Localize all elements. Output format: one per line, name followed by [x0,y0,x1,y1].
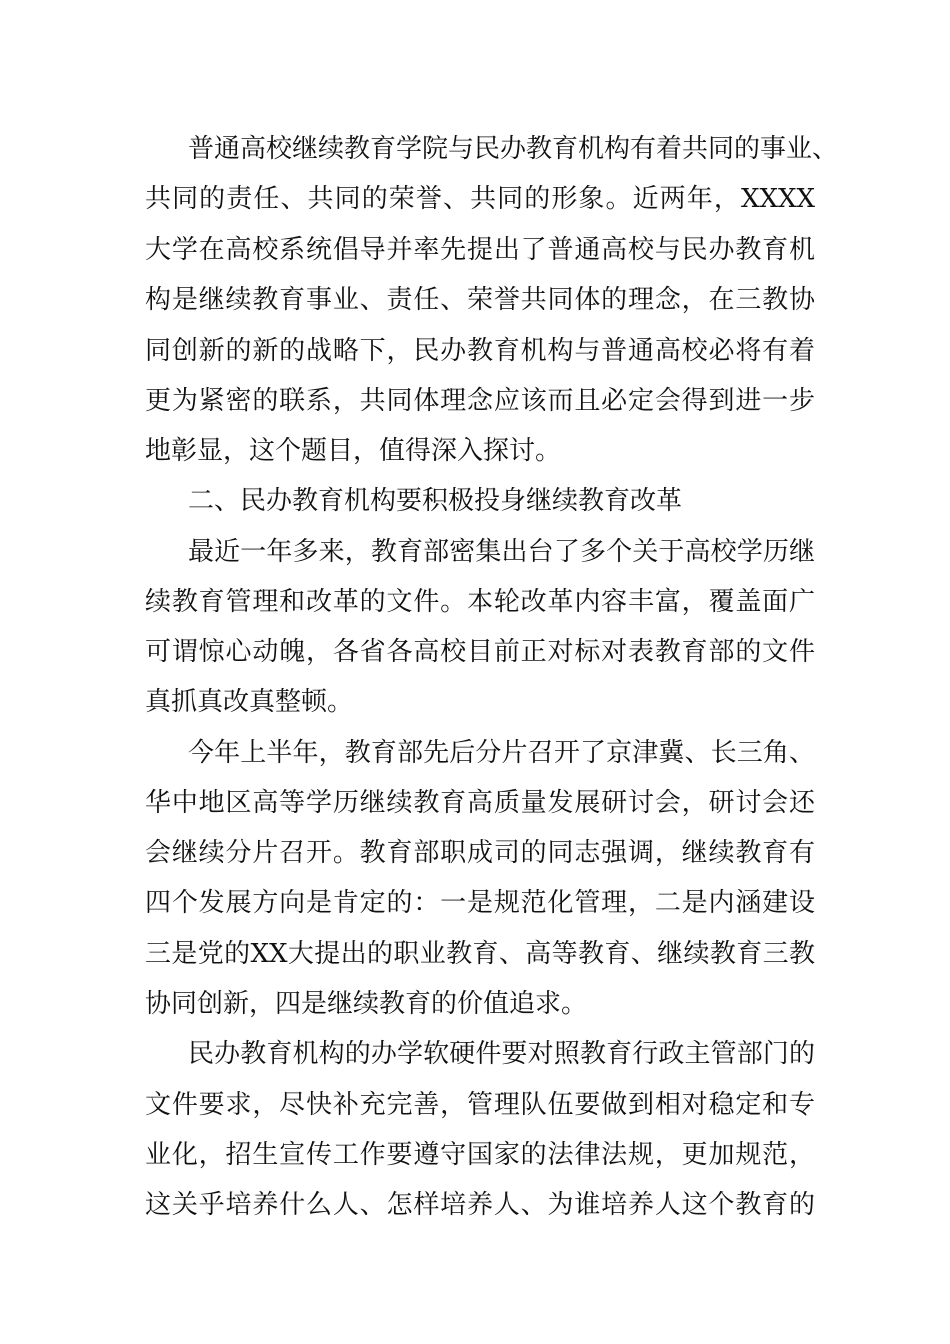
paragraph-2-line-4: 真抓真改真整顿。 [145,687,354,717]
paragraph-1-line-2: 共同的责任、共同的荣誉、共同的形象。近两年，XXXX [145,184,815,214]
paragraph-1-line-5: 同创新的新的战略下，民办教育机构与普通高校必将有着 [145,336,815,366]
paragraph-1-line-7: 地彰显，这个题目，值得深入探讨。 [145,436,562,466]
paragraph-3-line-3: 会继续分片召开。教育部职成司的同志强调，继续教育有 [145,838,815,868]
paragraph-1-line-6: 更为紧密的联系，共同体理念应该而且必定会得到进一步 [145,386,815,416]
paragraph-1-line-4: 构是继续教育事业、责任、荣誉共同体的理念，在三教协 [145,285,815,315]
paragraph-3-line-1: 今年上半年，教育部先后分片召开了京津冀、长三角、 [188,738,815,768]
paragraph-3-line-5: 三是党的XX大提出的职业教育、高等教育、继续教育三教 [145,939,815,969]
paragraph-4-line-3: 业化，招生宣传工作要遵守国家的法律法规，更加规范， [145,1140,815,1170]
paragraph-1-line-3: 大学在高校系统倡导并率先提出了普通高校与民办教育机 [145,235,815,265]
section-heading: 二、民办教育机构要积极投身继续教育改革 [188,486,683,516]
paragraph-4-line-4: 这关乎培养什么人、怎样培养人、为谁培养人这个教育的 [145,1190,815,1220]
paragraph-2-line-2: 续教育管理和改革的文件。本轮改革内容丰富，覆盖面广 [145,587,815,617]
paragraph-3-line-4: 四个发展方向是肯定的：一是规范化管理，二是内涵建设 [145,888,815,918]
paragraph-4-line-2: 文件要求，尽快补充完善，管理队伍要做到相对稳定和专 [145,1090,815,1120]
paragraph-1-line-1: 普通高校继续教育学院与民办教育机构有着共同的事业、 [188,134,839,164]
paragraph-4-line-1: 民办教育机构的办学软硬件要对照教育行政主管部门的 [188,1039,815,1069]
paragraph-3-line-2: 华中地区高等学历继续教育高质量发展研讨会，研讨会还 [145,788,815,818]
paragraph-2-line-1: 最近一年多来，教育部密集出台了多个关于高校学历继 [188,537,815,567]
paragraph-2-line-3: 可谓惊心动魄，各省各高校目前正对标对表教育部的文件 [145,637,815,667]
paragraph-3-line-6: 协同创新，四是继续教育的价值追求。 [145,989,588,1019]
